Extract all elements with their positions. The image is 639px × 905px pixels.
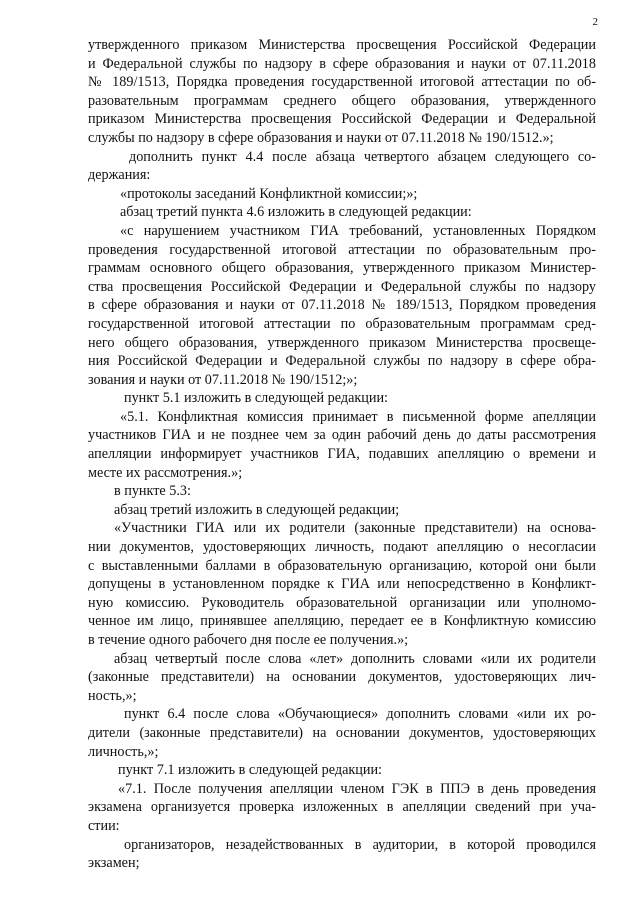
text-line: дители (законные представители) на основании документов, удостоверяющих — [88, 724, 596, 741]
text-line: личность,»; — [88, 743, 159, 760]
text-line: проведения государственной итоговой аттестации по образовательным про- — [88, 241, 596, 258]
text-line: «Участники ГИА или их родители (законные представители) на основа- — [114, 520, 596, 537]
document-body — [88, 36, 596, 873]
text-line: ность,»; — [88, 687, 137, 704]
text-line: абзац третий изложить в следующей редакции; — [114, 501, 400, 518]
text-line: утвержденного приказом Министерства просвещения Российской Федерации — [88, 37, 596, 53]
text-line: и Федеральной службы по надзору в сфере образования и науки от 07.11.2018 — [88, 55, 596, 72]
page-number: 2 — [592, 16, 598, 28]
text-line: абзац третий пункта 4.6 изложить в следующей редакции: — [120, 204, 472, 221]
text-line: государственной итоговой аттестации по образовательным программам сред- — [88, 315, 596, 332]
text-line: «протоколы заседаний Конфликтной комиссии;»; — [120, 185, 418, 202]
text-line: приказом Министерства просвещения Российской Федерации и Федеральной — [88, 111, 596, 128]
text-line: ченное им лицо, принявшее апелляцию, передает ее в Конфликтную комиссию — [88, 613, 596, 630]
text-line: службы по надзору в сфере образования и науки от 07.11.2018 № 190/1512.»; — [88, 129, 554, 146]
text-line: нии документов, удостоверяющих личность, подают апелляцию о несогласии — [88, 539, 596, 556]
text-line: месте их рассмотрения.»; — [88, 464, 243, 481]
text-line: пункт 5.1 изложить в следующей редакции: — [124, 390, 388, 407]
text-line: «5.1. Конфликтная комиссия принимает в письменной форме апелляции — [120, 408, 596, 425]
text-line: стии: — [88, 817, 120, 834]
text-line: него общего образования, утвержденного приказом Министерства просвеще- — [88, 334, 596, 351]
text-line: ства просвещения Российской Федерации и Федеральной службы по надзору — [88, 278, 596, 295]
text-line: апелляции информирует участников ГИА, подавших апелляцию о времени и — [88, 446, 596, 463]
text-line: зования и науки от 07.11.2018 № 190/1512;»; — [88, 371, 358, 388]
text-line: «с нарушением участником ГИА требований, установленных Порядком — [120, 222, 596, 239]
text-line: с выставленными баллами в образовательную организацию, которой они были — [88, 557, 596, 574]
text-line: в сфере образования и науки от 07.11.2018 № 189/1513, Порядком проведения — [88, 297, 596, 314]
text-line: абзац четвертый после слова «лет» дополнить словами «или их родители — [114, 650, 596, 667]
text-line: дополнить пункт 4.4 после абзаца четвертого абзацем следующего со- — [129, 148, 596, 165]
text-line: организаторов, незадействованных в аудитории, в которой проводился — [124, 836, 596, 853]
text-line: допущены в установленном порядке к ГИА или непосредственно в Конфликт- — [88, 576, 596, 593]
text-line: в пункте 5.3: — [114, 483, 191, 500]
text-line: пункт 6.4 после слова «Обучающиеся» дополнить словами «или их ро- — [124, 706, 596, 723]
text-line: разовательным программам среднего общего образования, утвержденного — [88, 92, 596, 109]
text-line: пункт 7.1 изложить в следующей редакции: — [118, 762, 382, 779]
text-line: ную комиссию. Руководитель образовательной организации или уполномо- — [88, 594, 596, 611]
text-line: (законные представители) на основании документов, удостоверяющих лич- — [88, 669, 596, 686]
text-line: экзамена организуется проверка изложенных в апелляции сведений при уча- — [88, 799, 596, 816]
text-line: «7.1. После получения апелляции членом ГЭК в ППЭ в день проведения — [118, 780, 596, 797]
text-line: № 189/1513, Порядка проведения государственной итоговой аттестации по об- — [88, 74, 596, 91]
text-line: граммам основного общего образования, утвержденного приказом Министер- — [88, 260, 596, 277]
text-line: держания: — [88, 167, 151, 184]
text-line: в течение одного рабочего дня после ее получения.»; — [88, 632, 409, 648]
text-line: участников ГИА и не позднее чем за один рабочий день до даты рассмотрения — [88, 427, 596, 444]
text-line: экзамен; — [88, 855, 140, 872]
text-line: ния Российской Федерации и Федеральной службы по надзору в сфере обра- — [88, 353, 596, 370]
